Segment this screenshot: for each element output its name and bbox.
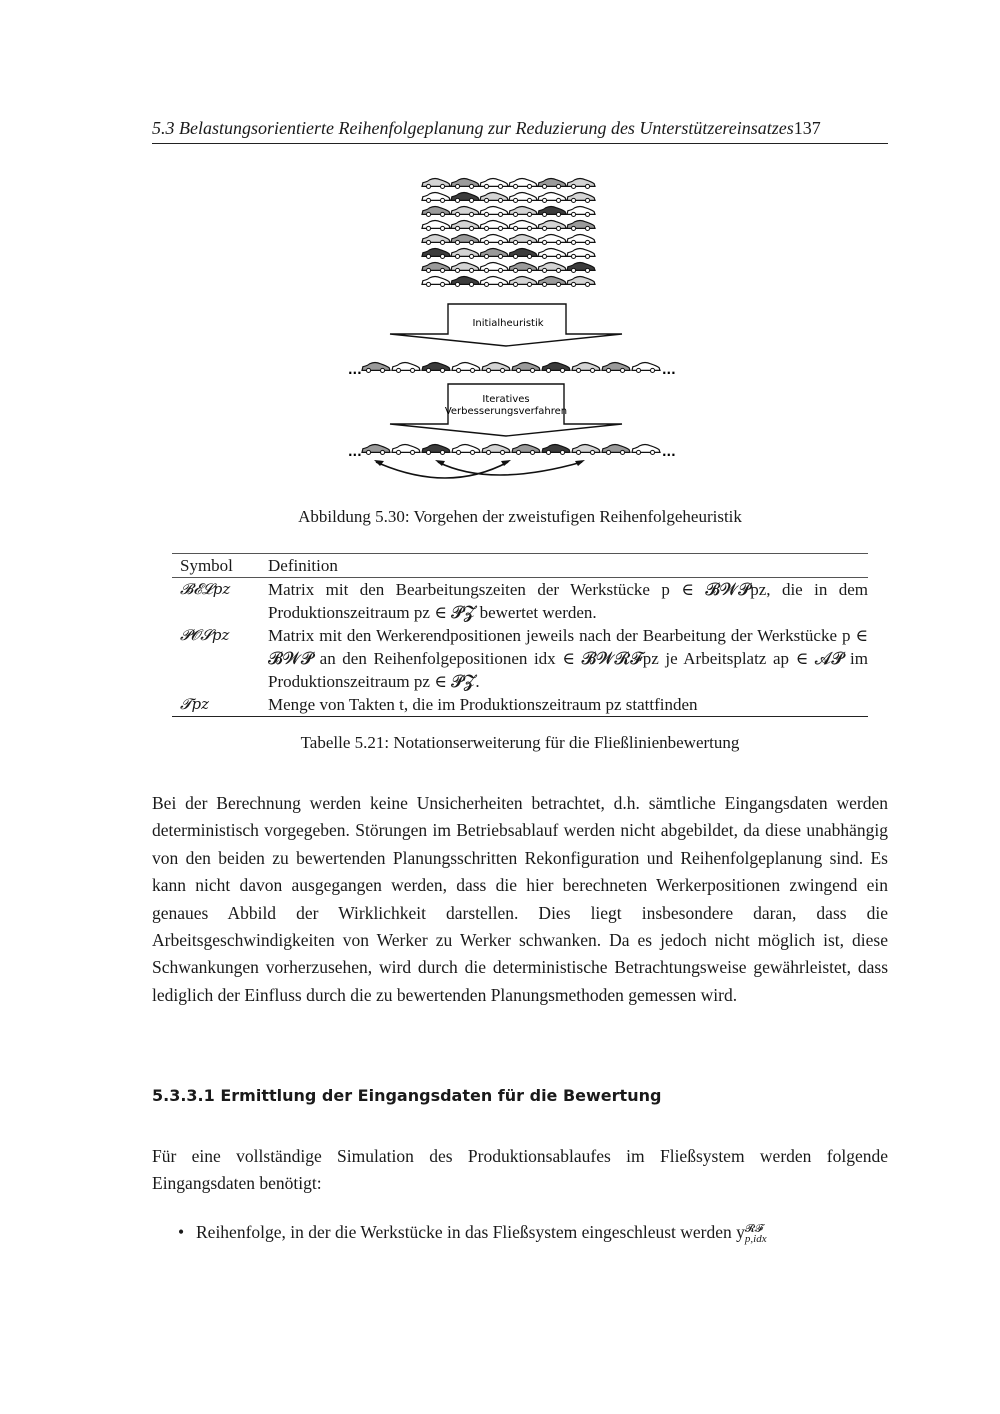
car-icon xyxy=(362,444,390,452)
wheel-icon xyxy=(426,368,430,372)
wheel-icon xyxy=(560,450,564,454)
car-icon xyxy=(422,192,450,200)
wheel-icon xyxy=(590,368,594,372)
car-icon xyxy=(572,362,600,370)
wheel-icon xyxy=(590,450,594,454)
wheel-icon xyxy=(426,268,430,272)
wheel-icon xyxy=(426,450,430,454)
wheel-icon xyxy=(516,368,520,372)
wheel-icon xyxy=(576,368,580,372)
car-icon xyxy=(480,178,508,186)
wheel-icon xyxy=(455,282,459,286)
wheel-icon xyxy=(527,184,531,188)
wheel-icon xyxy=(440,368,444,372)
wheel-icon xyxy=(527,212,531,216)
car-icon xyxy=(567,192,595,200)
wheel-icon xyxy=(556,184,560,188)
wheel-icon xyxy=(527,282,531,286)
paragraph-2: Für eine vollständige Simulation des Produktionsablaufes im Fließsystem werden folgende Eingangsdaten benötigt: xyxy=(152,1146,888,1194)
wheel-icon xyxy=(498,212,502,216)
wheel-icon xyxy=(455,198,459,202)
wheel-icon xyxy=(396,368,400,372)
wheel-icon xyxy=(469,226,473,230)
paragraph-1: Bei der Berechnung werden keine Unsicherheiten betrachtet, d.h. sämtliche Eingangsdaten werden deterministisch vorgegeben. Störungen im Betriebsablauf werden nicht abgebildet, da diese unabhängig von den beiden zu bewertenden Planungsschritten Rekonfiguration und Reihenfolgeplanung sind. Es kann nicht davon ausgegangen werden, dass die hier berechneten Werkerpositionen zwingend ein genaues Abbild der Wirklichkeit darstellen. Dies liegt insbesondere daran, dass die Arbeitsgeschwindigkeiten von Werker zu Werker schwanken. Da es jedoch nicht möglich ist, diese Schwankungen vorherzusehen, wird durch die deterministische Betrachtungsweise gewährleistet, dass lediglich der Einfluss durch die zu bewertenden Planungsmethoden gemessen wird. xyxy=(152,793,888,1005)
wheel-icon xyxy=(527,240,531,244)
wheel-icon xyxy=(530,450,534,454)
wheel-icon xyxy=(571,198,575,202)
wheel-icon xyxy=(571,268,575,272)
car-icon xyxy=(567,248,595,256)
wheel-icon xyxy=(456,450,460,454)
wheel-icon xyxy=(440,254,444,258)
wheel-icon xyxy=(426,212,430,216)
sequence-initial xyxy=(362,362,660,372)
wheel-icon xyxy=(426,198,430,202)
wheel-icon xyxy=(440,282,444,286)
row-symbol: 𝓑𝓔𝓛pz xyxy=(180,580,231,598)
wheel-icon xyxy=(456,368,460,372)
wheel-icon xyxy=(486,368,490,372)
sequence-improved xyxy=(362,444,660,454)
wheel-icon xyxy=(560,368,564,372)
wheel-icon xyxy=(585,184,589,188)
wheel-icon xyxy=(440,226,444,230)
car-icon xyxy=(392,444,420,452)
car-icon xyxy=(422,444,450,452)
bullet-text: Reihenfolge, in der die Werkstücke in das Fließsystem eingeschleust werden y xyxy=(196,1222,745,1242)
car-icon xyxy=(509,178,537,186)
wheel-icon xyxy=(484,268,488,272)
wheel-icon xyxy=(470,368,474,372)
wheel-icon xyxy=(513,198,517,202)
wheel-icon xyxy=(546,450,550,454)
car-icon xyxy=(480,192,508,200)
wheel-icon xyxy=(585,268,589,272)
car-icon xyxy=(538,234,566,242)
car-icon xyxy=(509,234,537,242)
car-icon xyxy=(567,276,595,284)
car-icon xyxy=(509,262,537,270)
car-icon xyxy=(480,262,508,270)
wheel-icon xyxy=(410,368,414,372)
arrow-verbesserung xyxy=(390,384,622,436)
wheel-icon xyxy=(585,198,589,202)
wheel-icon xyxy=(455,184,459,188)
wheel-icon xyxy=(556,198,560,202)
wheel-icon xyxy=(513,226,517,230)
wheel-icon xyxy=(484,212,488,216)
figure-caption: Abbildung 5.30: Vorgehen der zweistufigen Reihenfolgeheuristik xyxy=(298,507,742,526)
car-icon xyxy=(567,234,595,242)
wheel-icon xyxy=(484,282,488,286)
workpiece-grid xyxy=(422,178,595,286)
wheel-icon xyxy=(636,450,640,454)
wheel-icon xyxy=(571,240,575,244)
ellipsis-right-2: ... xyxy=(662,445,676,459)
wheel-icon xyxy=(556,268,560,272)
car-icon xyxy=(422,276,450,284)
car-icon xyxy=(632,362,660,370)
bullet-dot: • xyxy=(178,1222,185,1242)
table-row xyxy=(172,578,868,625)
car-icon xyxy=(480,248,508,256)
wheel-icon xyxy=(484,254,488,258)
wheel-icon xyxy=(542,212,546,216)
wheel-icon xyxy=(571,184,575,188)
wheel-icon xyxy=(440,450,444,454)
ellipsis-left-2: ... xyxy=(348,445,362,459)
car-icon xyxy=(482,444,510,452)
car-icon xyxy=(480,234,508,242)
wheel-icon xyxy=(527,226,531,230)
row-definition: Matrix mit den Bearbeitungszeiten der Werkstücke p ∈ 𝓑𝓦𝓟pz, die in dem Produktionszeitraum pz ∈ 𝓟𝓩 bewertet werden. xyxy=(268,580,868,622)
section-heading: 5.3.3.1 Ermittlung der Eingangsdaten für die Bewertung xyxy=(152,1086,662,1105)
box2-label-line1: Iteratives xyxy=(482,394,530,405)
car-icon xyxy=(602,362,630,370)
header-title: 5.3 Belastungsorientierte Reihenfolgeplanung zur Reduzierung des Unterstützereinsatzes xyxy=(152,118,794,138)
wheel-icon xyxy=(498,226,502,230)
wheel-icon xyxy=(527,268,531,272)
wheel-icon xyxy=(440,240,444,244)
car-icon xyxy=(538,262,566,270)
wheel-icon xyxy=(500,450,504,454)
car-icon xyxy=(538,248,566,256)
wheel-icon xyxy=(440,184,444,188)
wheel-icon xyxy=(455,268,459,272)
wheel-icon xyxy=(426,184,430,188)
car-icon xyxy=(392,362,420,370)
wheel-icon xyxy=(366,368,370,372)
wheel-icon xyxy=(498,240,502,244)
wheel-icon xyxy=(410,450,414,454)
car-icon xyxy=(422,262,450,270)
table-row xyxy=(172,693,868,717)
wheel-icon xyxy=(542,226,546,230)
car-icon xyxy=(509,276,537,284)
wheel-icon xyxy=(469,254,473,258)
car-icon xyxy=(482,362,510,370)
bullet-sup: 𝓡𝓕 xyxy=(744,1221,764,1235)
wheel-icon xyxy=(585,282,589,286)
wheel-icon xyxy=(469,240,473,244)
car-icon xyxy=(480,276,508,284)
wheel-icon xyxy=(513,268,517,272)
bullet-item xyxy=(178,1222,767,1244)
row-definition: Matrix mit den Werkerendpositionen jeweils nach der Bearbeitung der Werkstücke p ∈ 𝓑𝓦𝓟 an den Reihenfolgepositionen idx ∈ 𝓑𝓦𝓡𝓕pz je Arbeitsplatz ap ∈ 𝓐𝓟 im Produktionszeitraum pz ∈ 𝓟𝓩. xyxy=(268,626,868,691)
car-icon xyxy=(422,206,450,214)
wheel-icon xyxy=(620,450,624,454)
wheel-icon xyxy=(440,212,444,216)
wheel-icon xyxy=(571,282,575,286)
wheel-icon xyxy=(571,254,575,258)
wheel-icon xyxy=(470,450,474,454)
car-icon xyxy=(452,362,480,370)
car-icon xyxy=(538,206,566,214)
wheel-icon xyxy=(571,226,575,230)
wheel-icon xyxy=(498,184,502,188)
wheel-icon xyxy=(585,212,589,216)
car-icon xyxy=(509,248,537,256)
wheel-icon xyxy=(396,450,400,454)
wheel-icon xyxy=(484,240,488,244)
row-symbol: 𝓟𝓞𝓢pz xyxy=(180,626,230,644)
running-header xyxy=(152,118,888,144)
car-icon xyxy=(538,192,566,200)
wheel-icon xyxy=(516,450,520,454)
wheel-icon xyxy=(455,240,459,244)
wheel-icon xyxy=(469,282,473,286)
wheel-icon xyxy=(426,254,430,258)
car-icon xyxy=(538,276,566,284)
col-definition: Definition xyxy=(260,554,868,578)
car-icon xyxy=(602,444,630,452)
wheel-icon xyxy=(380,450,384,454)
wheel-icon xyxy=(527,198,531,202)
car-icon xyxy=(451,276,479,284)
wheel-icon xyxy=(469,268,473,272)
wheel-icon xyxy=(556,254,560,258)
car-icon xyxy=(451,192,479,200)
wheel-icon xyxy=(585,240,589,244)
wheel-icon xyxy=(440,268,444,272)
wheel-icon xyxy=(650,368,654,372)
car-icon xyxy=(451,220,479,228)
wheel-icon xyxy=(426,240,430,244)
wheel-icon xyxy=(469,184,473,188)
car-icon xyxy=(632,444,660,452)
bullet-sub: p,idx xyxy=(744,1232,767,1245)
car-icon xyxy=(480,206,508,214)
wheel-icon xyxy=(484,226,488,230)
ellipsis-right-1: ... xyxy=(662,363,676,377)
wheel-icon xyxy=(542,268,546,272)
wheel-icon xyxy=(469,198,473,202)
box1-label: Initialheuristik xyxy=(472,318,544,329)
wheel-icon xyxy=(556,282,560,286)
wheel-icon xyxy=(513,282,517,286)
car-icon xyxy=(567,262,595,270)
wheel-icon xyxy=(426,282,430,286)
wheel-icon xyxy=(486,450,490,454)
wheel-icon xyxy=(542,240,546,244)
car-icon xyxy=(451,206,479,214)
wheel-icon xyxy=(585,226,589,230)
table-header-row xyxy=(172,554,868,578)
wheel-icon xyxy=(513,240,517,244)
wheel-icon xyxy=(484,198,488,202)
car-icon xyxy=(509,192,537,200)
car-icon xyxy=(567,206,595,214)
wheel-icon xyxy=(380,368,384,372)
swap-arrows xyxy=(374,460,585,478)
wheel-icon xyxy=(498,282,502,286)
wheel-icon xyxy=(530,368,534,372)
car-icon xyxy=(542,362,570,370)
wheel-icon xyxy=(513,184,517,188)
car-icon xyxy=(422,248,450,256)
wheel-icon xyxy=(636,368,640,372)
wheel-icon xyxy=(542,198,546,202)
wheel-icon xyxy=(576,450,580,454)
table-row xyxy=(172,624,868,693)
car-icon xyxy=(509,206,537,214)
wheel-icon xyxy=(455,212,459,216)
wheel-icon xyxy=(650,450,654,454)
car-icon xyxy=(512,444,540,452)
wheel-icon xyxy=(542,282,546,286)
row-definition: Menge von Takten t, die im Produktionszeitraum pz stattfinden xyxy=(260,693,868,717)
wheel-icon xyxy=(542,254,546,258)
car-icon xyxy=(538,220,566,228)
car-icon xyxy=(452,444,480,452)
car-icon xyxy=(451,178,479,186)
wheel-icon xyxy=(498,198,502,202)
wheel-icon xyxy=(513,212,517,216)
row-symbol: 𝓣pz xyxy=(172,693,260,717)
wheel-icon xyxy=(585,254,589,258)
car-icon xyxy=(451,234,479,242)
car-icon xyxy=(451,248,479,256)
table-caption: Tabelle 5.21: Notationserweiterung für die Fließlinienbewertung xyxy=(300,733,740,752)
box2-label-line2: Verbesserungsverfahren xyxy=(444,406,568,417)
wheel-icon xyxy=(556,226,560,230)
car-icon xyxy=(451,262,479,270)
car-icon xyxy=(422,234,450,242)
heuristic-figure xyxy=(330,170,690,490)
wheel-icon xyxy=(606,450,610,454)
car-icon xyxy=(572,444,600,452)
wheel-icon xyxy=(571,212,575,216)
wheel-icon xyxy=(546,368,550,372)
wheel-icon xyxy=(426,226,430,230)
notation-table xyxy=(172,553,868,717)
car-icon xyxy=(509,220,537,228)
wheel-icon xyxy=(498,268,502,272)
col-symbol: Symbol xyxy=(172,554,260,578)
wheel-icon xyxy=(500,368,504,372)
wheel-icon xyxy=(440,198,444,202)
car-icon xyxy=(538,178,566,186)
car-icon xyxy=(567,220,595,228)
wheel-icon xyxy=(455,226,459,230)
wheel-icon xyxy=(556,212,560,216)
car-icon xyxy=(512,362,540,370)
ellipsis-left-1: ... xyxy=(348,363,362,377)
car-icon xyxy=(542,444,570,452)
wheel-icon xyxy=(366,450,370,454)
car-icon xyxy=(422,220,450,228)
wheel-icon xyxy=(620,368,624,372)
car-icon xyxy=(422,178,450,186)
page-number: 137 xyxy=(793,118,821,138)
car-icon xyxy=(480,220,508,228)
wheel-icon xyxy=(513,254,517,258)
wheel-icon xyxy=(455,254,459,258)
wheel-icon xyxy=(527,254,531,258)
wheel-icon xyxy=(469,212,473,216)
car-icon xyxy=(422,362,450,370)
wheel-icon xyxy=(484,184,488,188)
wheel-icon xyxy=(498,254,502,258)
car-icon xyxy=(362,362,390,370)
car-icon xyxy=(567,178,595,186)
wheel-icon xyxy=(542,184,546,188)
wheel-icon xyxy=(556,240,560,244)
wheel-icon xyxy=(606,368,610,372)
arrow-initialheuristik xyxy=(390,304,622,346)
